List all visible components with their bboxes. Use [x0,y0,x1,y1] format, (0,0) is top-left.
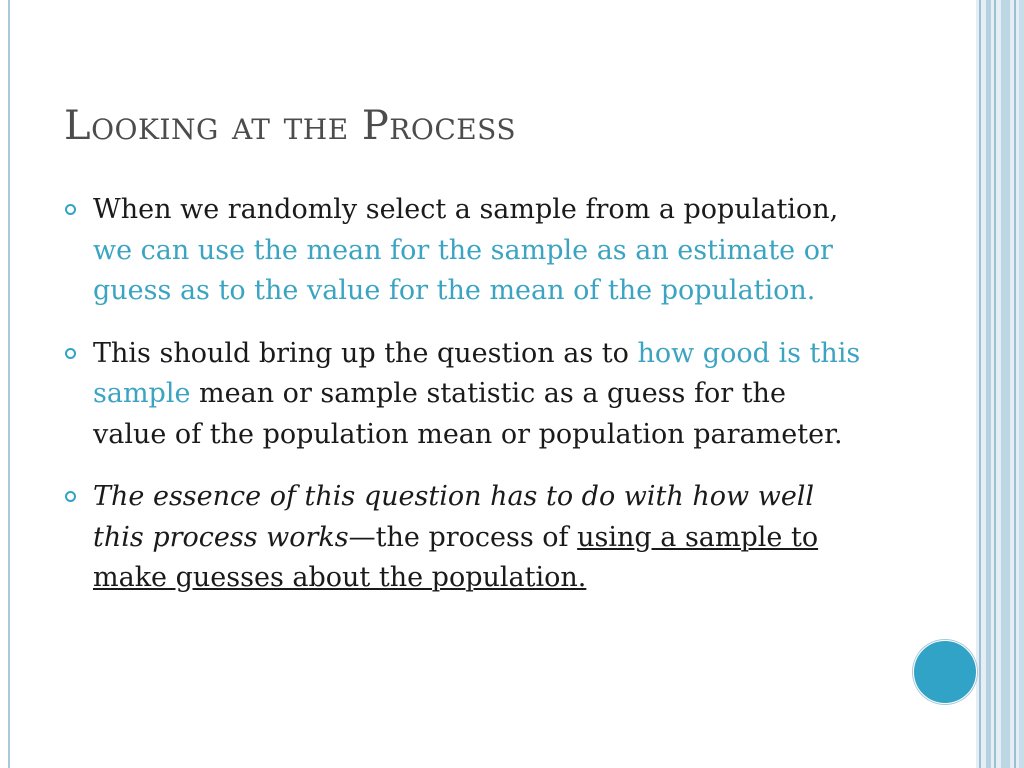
decorative-stripe [1019,0,1024,768]
bullet-list [64,190,864,621]
bullet-2-highlight: how good is this sample [93,337,861,409]
decorative-stripe [1014,0,1016,768]
bullet-circle-icon [65,204,76,215]
bullet-2-text-start: This should bring up the question as to [93,337,638,369]
decorative-stripe [1001,0,1010,768]
bullet-item-3 [64,477,864,599]
bullet-1-text: When we randomly select a sample from a population, [93,194,839,225]
decorative-stripe [979,0,981,768]
right-decorative-panel [976,0,1024,768]
bullet-3-italic-text: The essence of this question has to do with how well this process works [93,481,815,553]
bullet-3-underlined-text: using a sample to make guesses about the population. [93,521,819,593]
decorative-circle [913,640,977,704]
bullet-item-1 [64,190,864,312]
bullet-item-2 [64,334,864,456]
bullet-circle-icon [65,348,76,359]
decorative-stripe [994,0,996,768]
left-border-line [8,0,10,768]
bullet-2-text-end: mean or sample statistic as a guess for the value of the population mean or population parameter. [93,378,843,450]
bullet-1-highlight: we can use the mean for the sample as an estimate or guess as to the value for the mean of the population. [93,234,833,306]
bullet-3-text: —the process of [348,521,578,553]
slide-title: Looking at the Process [64,103,517,149]
decorative-stripe [986,0,991,768]
bullet-circle-icon [65,491,76,502]
